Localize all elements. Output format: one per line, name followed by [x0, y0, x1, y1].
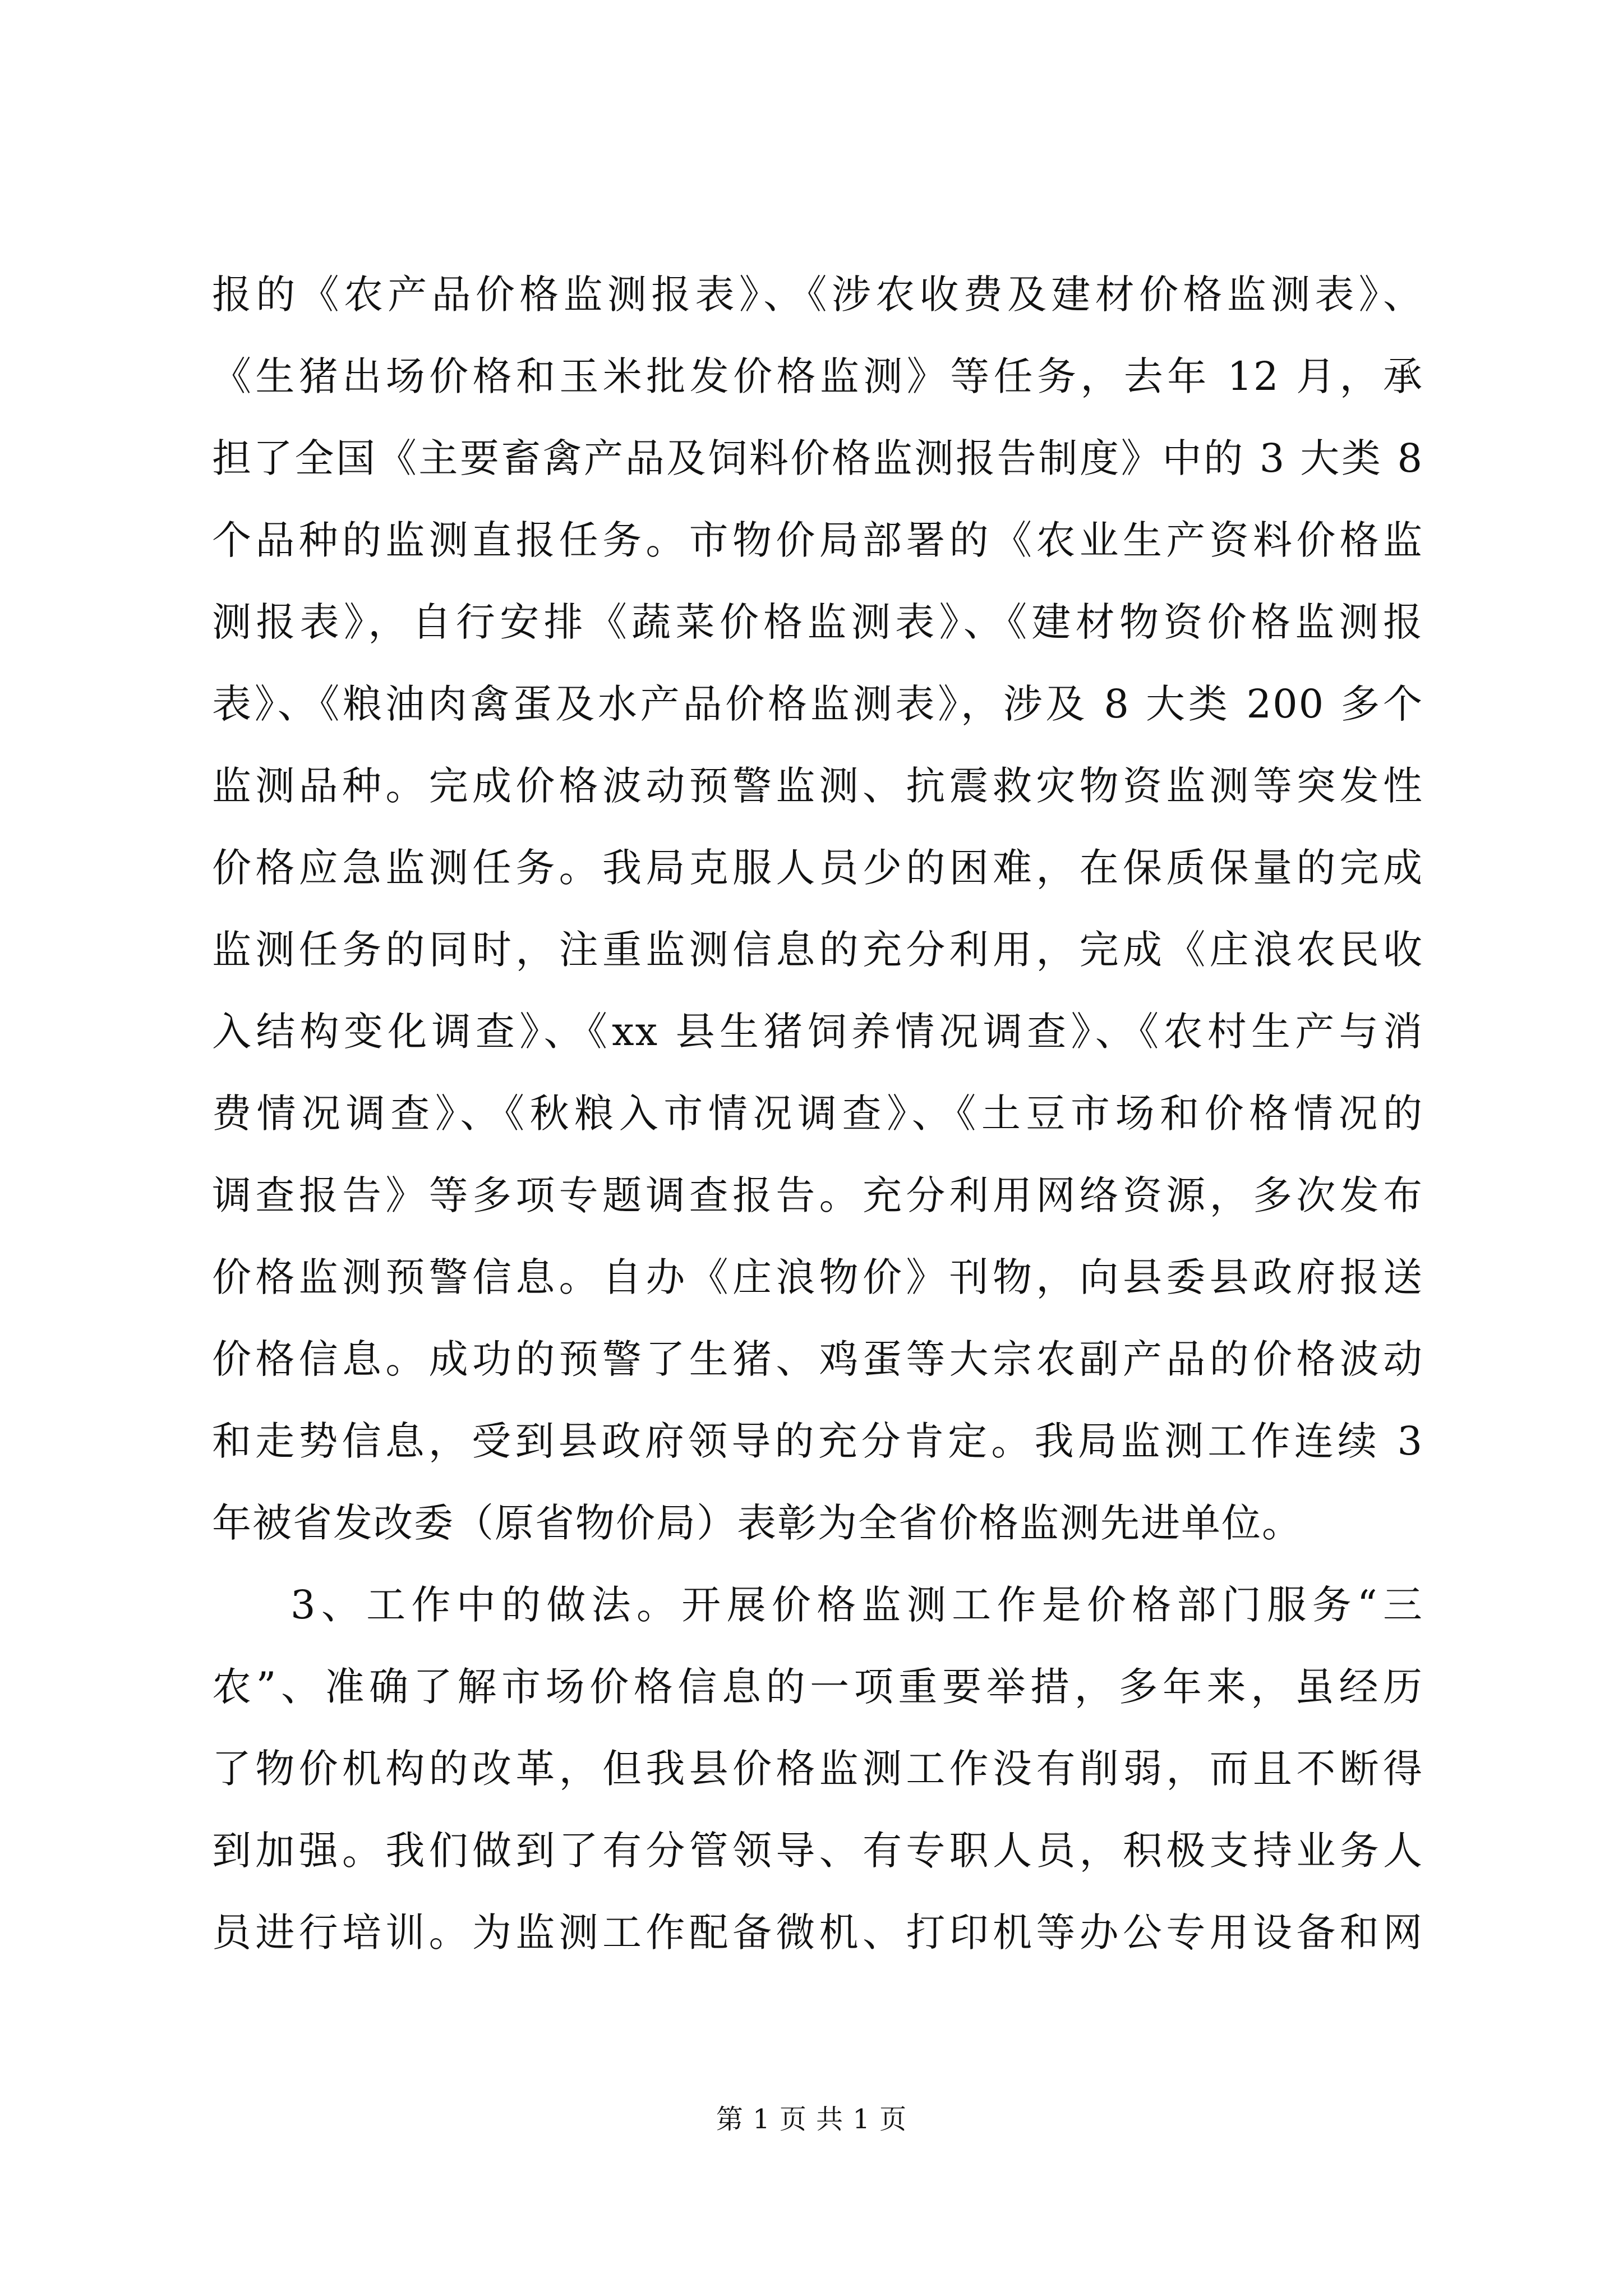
text-line: 担了全国《主要畜禽产品及饲料价格监测报告制度》中的 3 大类 8 [212, 435, 1423, 481]
text-line: 和走势信息，受到县政府领导的充分肯定。我局监测工作连续 3 [212, 1418, 1423, 1464]
text-line: 费情况调查》、《秋粮入市情况调查》、《土豆市场和价格情况的 [212, 1091, 1423, 1137]
text-line: 年被省发改委（原省物价局）表彰为全省价格监测先进单位。 [212, 1500, 1302, 1546]
body-text [212, 254, 1423, 1973]
text-line: 个品种的监测直报任务。市物价局部署的《农业生产资料价格监 [212, 517, 1423, 563]
text-line: 到加强。我们做到了有分管领导、有专职人员，积极支持业务人 [212, 1828, 1423, 1874]
text-line: 《生猪出场价格和玉米批发价格监测》等任务，去年 12 月，承 [212, 353, 1423, 399]
text-line: 3、工作中的做法。开展价格监测工作是价格部门服务“三 [291, 1582, 1423, 1628]
text-line: 测报表》，自行安排《蔬菜价格监测表》、《建材物资价格监测报 [212, 599, 1423, 645]
text-line: 员进行培训。为监测工作配备微机、打印机等办公专用设备和网 [212, 1910, 1423, 1955]
page-number-label: 第 1 页 共 1 页 [716, 2104, 907, 2135]
text-line: 入结构变化调查》、《xx 县生猪饲养情况调查》、《农村生产与消 [212, 1009, 1423, 1055]
text-line: 监测任务的同时，注重监测信息的充分利用，完成《庄浪农民收 [212, 927, 1423, 973]
text-line: 价格监测预警信息。自办《庄浪物价》刊物，向县委县政府报送 [212, 1254, 1423, 1300]
text-line: 了物价机构的改革，但我县价格监测工作没有削弱，而且不断得 [212, 1746, 1423, 1792]
text-line: 价格信息。成功的预警了生猪、鸡蛋等大宗农副产品的价格波动 [212, 1336, 1423, 1382]
text-line: 调查报告》等多项专题调查报告。充分利用网络资源，多次发布 [212, 1172, 1423, 1218]
page-footer [0, 2102, 1623, 2136]
text-line: 表》、《粮油肉禽蛋及水产品价格监测表》，涉及 8 大类 200 多个 [212, 681, 1423, 727]
text-line: 价格应急监测任务。我局克服人员少的困难，在保质保量的完成 [212, 845, 1423, 891]
text-line: 监测品种。完成价格波动预警监测、抗震救灾物资监测等突发性 [212, 763, 1423, 809]
text-line: 报的《农产品价格监测报表》、《涉农收费及建材价格监测表》、 [212, 272, 1423, 318]
text-line: 农”、准确了解市场价格信息的一项重要举措，多年来，虽经历 [212, 1664, 1423, 1710]
